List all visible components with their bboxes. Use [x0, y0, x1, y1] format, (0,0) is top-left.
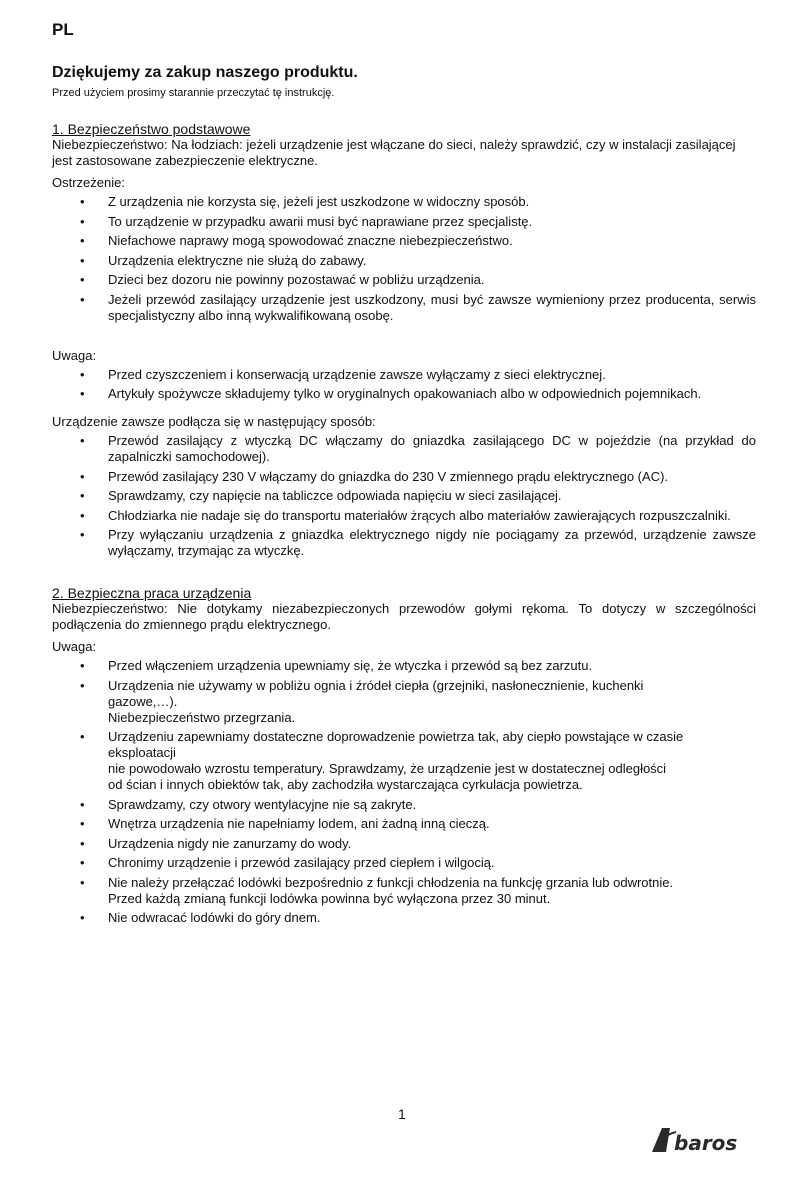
list-item [52, 729, 756, 793]
warning-list [52, 194, 756, 324]
warning-label: Ostrzeżenie: [52, 175, 125, 190]
list-item: • Przewód zasilający z wtyczką DC włączamy do gniazdka zasilającego DC w pojeździe (na przykład do zapalniczki samochodowej). [52, 433, 756, 465]
list-item: • Chronimy urządzenie i przewód zasilający przed ciepłem i wilgocią. [52, 855, 756, 871]
list-item-line: • Urządzeniu zapewniamy dostateczne doprowadzenie powietrza tak, aby ciepło powstające w czasie [108, 729, 684, 744]
list-item-line: nie powodowało wzrostu temperatury. Sprawdzamy, że urządzenie jest w dostatecznej odległości [108, 761, 667, 776]
list-item-line: • Urządzenia nie używamy w pobliżu ognia i źródeł ciepła (grzejniki, nasłonecznienie, kuchenki [108, 677, 644, 693]
list-item: • Chłodziarka nie nadaje się do transportu materiałów żrących albo materiałów zawierających rozpuszczalniki. [52, 508, 756, 524]
list-item: • Wnętrza urządzenia nie napełniamy lodem, ani żadną inną cieczą. [52, 816, 756, 832]
manual-content [52, 121, 756, 930]
abaros-logo [646, 1120, 758, 1160]
section1-danger-line1: Niebezpieczeństwo: Na łodziach: jeżeli urządzenie jest włączane do sieci, należy sprawdzić, czy w instalacji zasilającej [52, 137, 736, 152]
section1-danger-line2: jest zastosowane zabezpieczenie elektryczne. [52, 153, 318, 168]
list-item [52, 678, 756, 726]
list-item-line: od ścian i innych obiektów tak, aby zachodziła wystarczająca cyrkulacja powietrza. [108, 777, 583, 792]
connect-label: Urządzenie zawsze podłącza się w następujący sposób: [52, 414, 376, 429]
list-item: • Urządzenia nigdy nie zanurzamy do wody. [52, 836, 756, 852]
list-item: • Urządzenia elektryczne nie służą do zabawy. [52, 253, 756, 269]
list-item: • Przed włączeniem urządzenia upewniamy się, że wtyczka i przewód są bez zarzutu. [52, 658, 756, 674]
list-item-line: Niebezpieczeństwo przegrzania. [108, 709, 296, 725]
language-code: PL [52, 20, 74, 39]
connect-list [52, 433, 756, 559]
list-item: • Artykuły spożywcze składujemy tylko w oryginalnych opakowaniach albo w odpowiednich pojemnikach. [52, 386, 756, 402]
list-item: • Dzieci bez dozoru nie powinny pozostawać w pobliżu urządzenia. [52, 272, 756, 288]
section2-list [52, 658, 756, 926]
section2-note-label: Uwaga: [52, 639, 97, 654]
list-item-line: Przed każdą zmianą funkcji lodówka powinna być wyłączona przez 30 minut. [108, 890, 551, 906]
list-item: • Sprawdzamy, czy otwory wentylacyjne nie są zakryte. [52, 797, 756, 813]
section2-danger: Niebezpieczeństwo: Nie dotykamy niezabezpieczonych przewodów gołymi rękoma. To dotyczy w szczególności podłączenia do zmiennego prądu elektrycznego. [52, 601, 756, 632]
section2-title: 2. Bezpieczna praca urządzenia [52, 585, 252, 601]
list-item: • Nie odwracać lodówki do góry dnem. [52, 910, 756, 926]
list-item: • Sprawdzamy, czy napięcie na tabliczce odpowiada napięciu w sieci zasilającej. [52, 488, 756, 504]
list-item: • Jeżeli przewód zasilający urządzenie jest uszkodzony, musi być zawsze wymieniony przez producenta, serwis specjalistyczny albo inną wykwalifikowaną osobę. [52, 292, 756, 324]
list-item: • Przed czyszczeniem i konserwacją urządzenie zawsze wyłączamy z sieci elektrycznej. [52, 367, 756, 383]
svg-text:baros: baros [674, 1131, 738, 1155]
note-label: Uwaga: [52, 347, 97, 363]
instruction-subtitle: Przed użyciem prosimy starannie przeczytać tę instrukcję. [52, 87, 335, 99]
page-number: 1 [398, 1106, 406, 1122]
section1-title: 1. Bezpieczeństwo podstawowe [52, 121, 251, 137]
thanks-heading: Dziękujemy za zakup naszego produktu. [52, 64, 358, 81]
list-item-line: gazowe,…). [108, 693, 178, 709]
list-item: • Przewód zasilający 230 V włączamy do gniazdka do 230 V zmiennego prądu elektrycznego (AC). [52, 469, 756, 485]
list-item: • Przy wyłączaniu urządzenia z gniazdka elektrycznego nigdy nie pociągamy za przewód, urządzenie zawsze wyłączamy, trzymając za wtyczkę. [52, 527, 756, 559]
list-item: • To urządzenie w przypadku awarii musi być naprawiane przez specjalistę. [52, 214, 756, 230]
list-item [52, 875, 756, 907]
list-item-line: • Nie należy przełączać lodówki bezpośrednio z funkcji chłodzenia na funkcję grzania lub odwrotnie. [108, 874, 674, 890]
section1-danger [52, 137, 756, 169]
list-item: • Niefachowe naprawy mogą spowodować znaczne niebezpieczeństwo. [52, 233, 756, 249]
list-item: • Z urządzenia nie korzysta się, jeżeli jest uszkodzone w widoczny sposób. [52, 194, 756, 210]
note-list [52, 367, 756, 403]
list-item-line: eksploatacji [108, 745, 176, 760]
